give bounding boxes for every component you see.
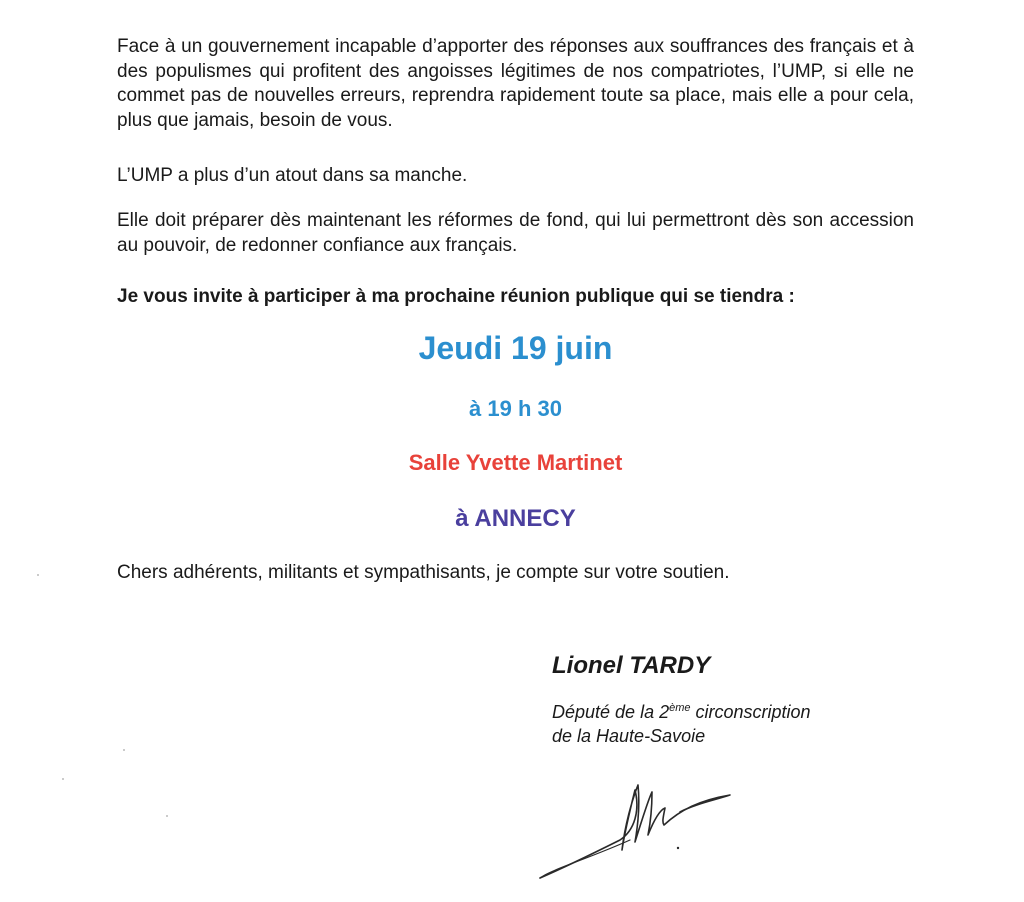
event-venue: Salle Yvette Martinet bbox=[408, 450, 623, 475]
signatory-title bbox=[552, 700, 811, 748]
event-date: Jeudi 19 juin bbox=[418, 330, 613, 366]
signatory-name: Lionel TARDY bbox=[552, 652, 711, 679]
signatory-title-suffix: circonscription bbox=[690, 702, 811, 722]
signatory-title-superscript: ème bbox=[669, 702, 691, 714]
handwritten-signature bbox=[530, 770, 750, 890]
paragraph-government: Face à un gouvernement incapable d’apporter des réponses aux souffrances des français et à des populismes qui profitent des angoisses légitimes de nos compatriotes, l’UMP, si elle ne commet pas de nouvelles erreurs, reprendra rapidement toute sa place, mais elle a pour cela, plus que jamais, besoin de vous. bbox=[117, 36, 914, 131]
event-time: à 19 h 30 bbox=[469, 396, 562, 421]
scan-speck bbox=[62, 778, 64, 780]
invitation-line: Je vous invite à participer à ma prochaine réunion publique qui se tiendra : bbox=[117, 286, 795, 307]
signatory-title-line-2: de la Haute-Savoie bbox=[552, 726, 706, 746]
event-city: à ANNECY bbox=[455, 505, 576, 532]
paragraph-reformes: Elle doit préparer dès maintenant les réformes de fond, qui lui permettront dès son accession au pouvoir, de redonner confiance aux français. bbox=[117, 210, 914, 256]
signatory-title-prefix: Député de la 2 bbox=[552, 702, 670, 722]
paragraph-atout: L’UMP a plus d’un atout dans sa manche. bbox=[117, 165, 468, 186]
scan-speck bbox=[37, 574, 39, 576]
closing-line: Chers adhérents, militants et sympathisants, je compte sur votre soutien. bbox=[117, 562, 730, 583]
scan-speck bbox=[166, 815, 168, 817]
scan-speck bbox=[123, 749, 125, 751]
